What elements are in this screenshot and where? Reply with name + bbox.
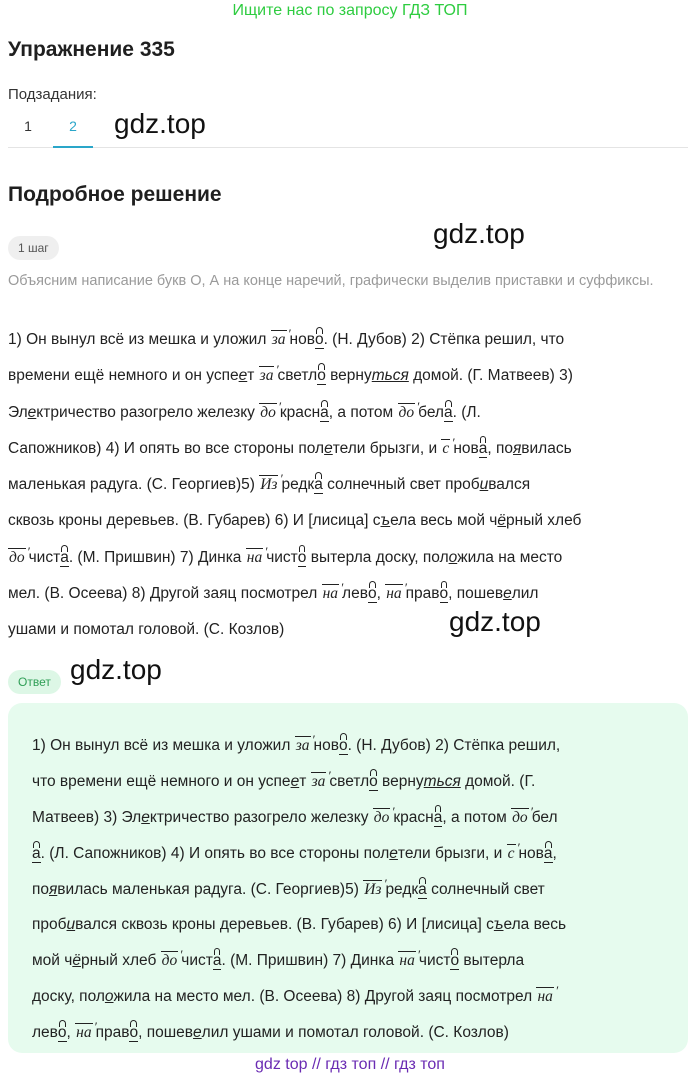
highlighted-letter: о bbox=[448, 548, 458, 566]
prefix-mark: на ′ bbox=[75, 1023, 92, 1041]
text-segment: ушами и помотал головой. (С. Козлов) bbox=[8, 621, 285, 639]
highlighted-letter: и bbox=[66, 916, 76, 934]
answer-badge: Ответ bbox=[8, 670, 61, 694]
prefix-mark: за ′ bbox=[295, 736, 311, 754]
step-badge: 1 шаг bbox=[8, 236, 59, 260]
suffix-mark: о bbox=[314, 331, 324, 348]
text-line bbox=[8, 467, 688, 503]
text-segment: . (Л. Сапожников) 4) И опять во все стороны пол bbox=[40, 844, 390, 862]
suffix-mark: о bbox=[439, 585, 449, 603]
tab-subtask-1[interactable]: 1 bbox=[24, 118, 32, 134]
text-segment: рный хлеб bbox=[80, 952, 161, 970]
text-segment: чист bbox=[266, 548, 298, 566]
prefix-mark: до ′ bbox=[511, 808, 529, 826]
highlighted-letter: е bbox=[193, 1024, 202, 1042]
page-title: Упражнение 335 bbox=[8, 38, 175, 61]
text-segment: . (М. Пришвин) 7) Динка bbox=[221, 952, 399, 970]
text-line bbox=[8, 358, 688, 394]
text-segment: ктричество разогрело железку bbox=[36, 403, 260, 421]
text-segment: солнечный свет bbox=[426, 880, 545, 898]
text-segment: бел bbox=[531, 808, 558, 826]
suffix-mark: а bbox=[418, 880, 427, 898]
highlighted-letter: е bbox=[324, 439, 333, 457]
prefix-mark: до ′ bbox=[259, 403, 277, 421]
text-line bbox=[32, 943, 682, 979]
text-segment: , а потом bbox=[328, 403, 398, 421]
text-segment: (Н. Дубов) 2) Стёпка решил, что bbox=[327, 331, 565, 348]
text-segment: прав bbox=[405, 585, 440, 603]
text-segment: рный хлеб bbox=[506, 512, 582, 530]
text-line bbox=[32, 872, 682, 908]
text-segment: т bbox=[247, 367, 259, 385]
text-segment: нов bbox=[518, 844, 544, 862]
text-segment: светл bbox=[277, 367, 318, 385]
text-segment: нов bbox=[289, 331, 315, 348]
text-segment: по bbox=[32, 880, 50, 898]
prefix-mark: до ′ bbox=[8, 548, 26, 566]
suffix-mark: а bbox=[32, 844, 41, 862]
text-line bbox=[32, 728, 682, 764]
prefix-mark: с ′ bbox=[507, 844, 516, 862]
suffix-mark: о bbox=[297, 548, 307, 566]
text-segment: , пошев bbox=[138, 1024, 194, 1042]
text-segment: верну bbox=[325, 367, 372, 385]
text-segment: вилась маленькая радуга. (С. Георгиев)5) bbox=[57, 880, 364, 898]
highlighted-letter: ъ bbox=[380, 512, 391, 530]
text-segment: домой. (Г. Матвеев) 3) bbox=[408, 367, 573, 385]
prefix-mark: на ′ bbox=[322, 584, 339, 602]
text-segment: тели брызги, и bbox=[397, 844, 507, 862]
prefix-mark: до ′ bbox=[373, 808, 391, 826]
highlighted-letter: е bbox=[238, 367, 248, 385]
text-segment: красн bbox=[279, 403, 321, 421]
prefix-mark: до ′ bbox=[161, 951, 179, 969]
prefix-mark: на ′ bbox=[385, 584, 402, 602]
suffix-mark: о bbox=[367, 585, 377, 603]
prefix-mark: на ′ bbox=[398, 951, 415, 969]
text-line bbox=[8, 612, 688, 648]
text-segment: маленькая радуга. (С. Георгиев)5) bbox=[8, 476, 260, 494]
text-segment: чист bbox=[418, 952, 451, 970]
suffix-mark: о bbox=[450, 952, 460, 970]
watermark: gdz.top bbox=[449, 606, 541, 637]
prefix-mark: до ′ bbox=[398, 403, 416, 421]
explanation-text: Объясним написание букв О, А на конце наречий, графически выделив приставки и суффиксы. bbox=[8, 273, 654, 289]
subtasks-label: Подзадания: bbox=[8, 86, 97, 103]
text-segment: , пошев bbox=[448, 585, 504, 603]
highlighted-letter: ться bbox=[423, 772, 461, 790]
suffix-mark: а bbox=[443, 403, 453, 421]
tab-subtask-2[interactable]: 2 bbox=[53, 118, 93, 148]
text-segment: тели брызги, и bbox=[332, 439, 442, 457]
watermark: gdz.top bbox=[70, 654, 162, 685]
text-segment: т bbox=[299, 772, 311, 790]
prefix-mark: за ′ bbox=[271, 330, 287, 348]
text-segment: , bbox=[376, 585, 386, 603]
text-segment: проб bbox=[32, 916, 67, 934]
text-segment: вался bbox=[488, 476, 531, 494]
text-segment: жила на место мел. (В. Осеева) 8) Другой заяц посмотрел bbox=[113, 988, 537, 1006]
text-segment: , bbox=[552, 844, 557, 862]
text-segment: ела весь bbox=[503, 916, 567, 934]
text-line bbox=[32, 979, 682, 1015]
text-segment: домой. (Г. bbox=[460, 772, 536, 790]
text-segment: мой ч bbox=[32, 952, 73, 970]
suffix-mark: а bbox=[60, 548, 69, 566]
text-segment: 1) Он вынул всё из мешка и уложил bbox=[8, 331, 271, 348]
text-line bbox=[32, 764, 682, 800]
highlighted-letter: е bbox=[27, 403, 37, 421]
text-segment: мел. (В. Осеева) 8) Другой заяц посмотрел bbox=[8, 585, 322, 603]
text-segment: что времени ещё немного и он успе bbox=[32, 772, 291, 790]
suffix-mark: о bbox=[338, 737, 348, 754]
text-segment: редк bbox=[385, 880, 419, 898]
highlighted-letter: ё bbox=[72, 952, 81, 970]
highlighted-letter: я bbox=[49, 880, 58, 898]
text-segment: вилась bbox=[521, 439, 572, 457]
text-segment: . bbox=[323, 331, 328, 348]
text-segment: нов bbox=[313, 737, 339, 754]
suffix-mark: а bbox=[543, 844, 553, 862]
highlighted-letter: е bbox=[503, 585, 512, 603]
text-segment: лев bbox=[32, 1024, 58, 1042]
text-line bbox=[8, 322, 688, 358]
text-line bbox=[8, 576, 688, 612]
suffix-mark: а bbox=[320, 403, 329, 421]
text-line bbox=[8, 503, 688, 539]
text-segment: вытерла bbox=[459, 952, 525, 970]
footer-links[interactable]: gdz top // гдз топ // гдз топ bbox=[255, 1056, 445, 1073]
text-segment: чист bbox=[181, 952, 213, 970]
prefix-mark: на ′ bbox=[246, 548, 263, 566]
text-segment: верну bbox=[377, 772, 424, 790]
suffix-mark: о bbox=[317, 367, 326, 385]
text-line bbox=[32, 836, 682, 872]
prefix-mark: на ′ bbox=[536, 987, 553, 1005]
text-segment: (Н. Дубов) 2) Стёпка решил, bbox=[351, 737, 561, 754]
text-segment: солнечный свет проб bbox=[322, 476, 480, 494]
suffix-mark: а bbox=[314, 476, 323, 494]
text-line bbox=[32, 800, 682, 836]
top-banner: Ищите нас по запросу ГДЗ ТОП bbox=[232, 2, 468, 19]
text-line bbox=[8, 395, 688, 431]
suffix-mark: а bbox=[478, 439, 488, 457]
solution-text bbox=[8, 322, 688, 649]
highlighted-letter: ё bbox=[497, 512, 507, 530]
text-segment: , а потом bbox=[442, 808, 512, 826]
text-line bbox=[32, 1015, 682, 1051]
text-segment: , bbox=[66, 1024, 76, 1042]
text-segment: бел bbox=[418, 403, 444, 421]
highlighted-letter: е bbox=[141, 808, 150, 826]
suffix-mark: о bbox=[369, 772, 378, 790]
text-segment: Матвеев) 3) Эл bbox=[32, 808, 142, 826]
text-line bbox=[8, 540, 688, 576]
highlighted-letter: е bbox=[290, 772, 300, 790]
text-segment: доску, пол bbox=[32, 988, 105, 1006]
text-segment: лил ушами и помотал головой. (С. Козлов) bbox=[201, 1024, 509, 1042]
text-segment: вался сквозь кроны деревьев. (В. Губарев) 6) И [лисица] с bbox=[75, 916, 494, 934]
answer-text bbox=[32, 728, 682, 1051]
text-segment: нов bbox=[453, 439, 479, 457]
text-segment: , по bbox=[487, 439, 513, 457]
prefix-mark: за ′ bbox=[259, 366, 275, 384]
suffix-mark: о bbox=[129, 1024, 139, 1042]
prefix-mark: Из ′ bbox=[259, 475, 278, 493]
text-segment: прав bbox=[95, 1024, 130, 1042]
watermark: gdz.top bbox=[114, 108, 206, 139]
subtask-tabs bbox=[8, 112, 688, 148]
text-segment: . (М. Пришвин) 7) Динка bbox=[68, 548, 246, 566]
prefix-mark: за ′ bbox=[311, 772, 327, 790]
suffix-mark: а bbox=[433, 808, 443, 826]
prefix-mark: Из ′ bbox=[363, 880, 382, 898]
text-segment: . bbox=[347, 737, 352, 754]
text-segment: красн bbox=[393, 808, 434, 826]
suffix-mark: а bbox=[212, 952, 222, 970]
text-segment: жила на место bbox=[457, 548, 563, 566]
text-segment: сквозь кроны деревьев. (В. Губарев) 6) И [лисица] с bbox=[8, 512, 381, 530]
text-segment: светл bbox=[329, 772, 370, 790]
highlighted-letter: я bbox=[513, 439, 522, 457]
section-title: Подробное решение bbox=[8, 183, 222, 206]
text-segment: ктричество разогрело железку bbox=[149, 808, 373, 826]
text-segment: 1) Он вынул всё из мешка и уложил bbox=[32, 737, 295, 754]
text-segment: лил bbox=[511, 585, 539, 603]
highlighted-letter: о bbox=[104, 988, 114, 1006]
text-segment: вытерла доску, пол bbox=[306, 548, 449, 566]
text-segment: . (Л. bbox=[452, 403, 481, 421]
text-segment: чист bbox=[28, 548, 61, 566]
text-line bbox=[32, 907, 682, 943]
text-segment: ела весь мой ч bbox=[390, 512, 498, 530]
highlighted-letter: и bbox=[479, 476, 489, 494]
text-segment: редк bbox=[281, 476, 315, 494]
watermark: gdz.top bbox=[433, 218, 525, 249]
highlighted-letter: е bbox=[389, 844, 398, 862]
text-segment: Эл bbox=[8, 403, 28, 421]
text-line bbox=[8, 431, 688, 467]
text-segment: лев bbox=[342, 585, 368, 603]
highlighted-letter: ться bbox=[371, 367, 409, 385]
prefix-mark: с ′ bbox=[441, 439, 450, 457]
text-segment: времени ещё немного и он успе bbox=[8, 367, 239, 385]
text-segment: Сапожников) 4) И опять во все стороны пол bbox=[8, 439, 325, 457]
highlighted-letter: ъ bbox=[493, 916, 504, 934]
suffix-mark: о bbox=[57, 1024, 67, 1042]
